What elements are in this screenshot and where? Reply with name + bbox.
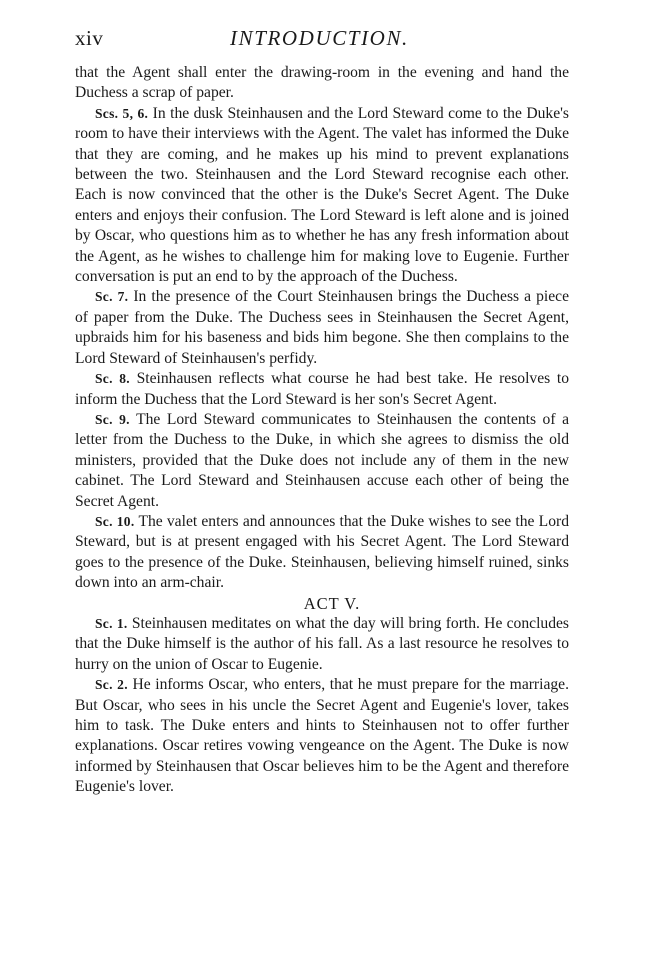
paragraph-text: Steinhausen meditates on what the day will bring forth. He concludes that the Duke himself is the author of his fall. As a last resource he resolves to hurry on the union of Oscar to Eugenie. [75, 614, 569, 673]
scene-label: Sc. 1. [95, 615, 128, 631]
page-header [75, 24, 569, 52]
scene-label: Sc. 9. [95, 411, 130, 427]
running-title: INTRODUCTION. [230, 26, 409, 50]
scene-paragraph [75, 369, 569, 410]
scene-paragraph [75, 287, 569, 369]
paragraph-text: The valet enters and announces that the Duke wishes to see the Lord Steward, but is at present engaged with his Secret Agent. The Lord Steward goes to the presence of the Duke. Steinhausen, believing himself ruined, sinks down into an arm-chair. [75, 512, 569, 592]
scene-paragraph [75, 104, 569, 288]
paragraph-text: The Lord Steward communicates to Steinhausen the contents of a letter from the Duchess to the Duke, in which she agrees to dismiss the old ministers, provided that the Duke does not include any of them in the new cabinet. The Lord Steward and Steinhausen accuse each other of being the Secret Agent. [75, 410, 569, 510]
scene-label: Sc. 7. [95, 289, 129, 305]
scene-label: Scs. 5, 6. [95, 105, 149, 121]
paragraph-text: that the Agent shall enter the drawing-room in the evening and hand the Duchess a scrap of paper. [75, 64, 569, 102]
scene-label: Sc. 2. [95, 677, 128, 693]
paragraph-text: Steinhausen reflects what course he had best take. He resolves to inform the Duchess that the Lord Steward is her son's Secret Agent. [75, 370, 569, 408]
act-heading: ACT V. [303, 593, 361, 613]
scene-paragraph [75, 512, 569, 594]
scene-label: Sc. 8. [95, 371, 130, 387]
paragraph-text: In the dusk Steinhausen and the Lord Steward come to the Duke's room to have their interviews with the Agent. The valet has informed the Duke that they are coming, and he makes up his mind to prevent explanations between the two. Steinhausen and the Lord Steward recognise each other. Each is now convinced that the other is the Duke's Secret Agent. The Duke enters and enjoys their confusion. The Lord Steward is left alone and is joined by Oscar, who questions him as to whether he has any fresh information about the Agent, as he wishes to challenge him for making love to Eugenie. Further conversation is put an end to by the approach of the Duchess. [75, 104, 570, 286]
scene-paragraph [75, 614, 569, 675]
paragraph-text: In the presence of the Court Steinhausen brings the Duchess a piece of paper from the Duke. The Duchess sees in Steinhausen the Secret Agent, upbraids him for his baseness and bids him begone. She then complains to the Lord Steward of Steinhausen's perfidy. [75, 288, 569, 367]
scene-paragraph [75, 675, 569, 797]
scene-paragraph [75, 410, 569, 512]
paragraph-continuation [75, 63, 569, 104]
scene-label: Sc. 10. [95, 513, 135, 529]
body-text [75, 63, 569, 798]
page-number: xiv [75, 26, 104, 50]
paragraph-text: He informs Oscar, who enters, that he must prepare for the marriage. But Oscar, who sees in his uncle the Secret Agent and Eugenie's lover, takes him to task. The Duke enters and hints to Steinhausen not to offer further explanations. Oscar retires vowing vengeance on the Agent. The Duke is now informed by Steinhausen that Oscar believes him to be the Agent and therefore Eugenie's lover. [75, 676, 569, 796]
